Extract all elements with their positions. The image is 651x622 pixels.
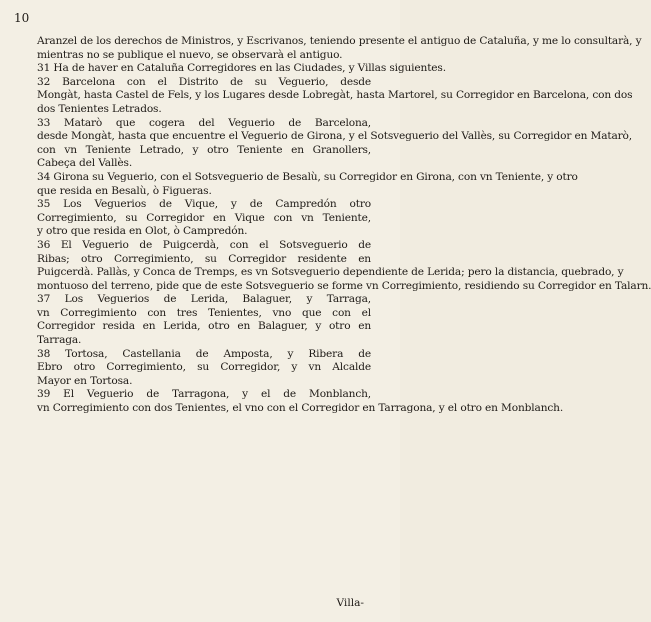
- text-line: Corregimiento, su Corregidor en Vique con vn Teniente,: [37, 211, 371, 224]
- text-line: Aranzel de los derechos de Ministros, y Escrivanos, teniendo presente el antiguo de Cataluña, y me lo consultarà, y: [37, 35, 642, 47]
- text-line: Cabeça del Vallès.: [37, 157, 133, 170]
- text-line: vn Corregimiento con dos Tenientes, el vno con el Corregidor en Tarragona, y el otro en Monblanch.: [37, 402, 564, 415]
- text-line: 33 Matarò que cogera del Veguerio de Barcelona,: [37, 116, 371, 129]
- text-line: 35 Los Veguerios de Vique, y de Campredón otro: [37, 198, 371, 211]
- body-text: [37, 35, 651, 416]
- text-line: con vn Teniente Letrado, y otro Teniente en Granollers,: [37, 143, 371, 156]
- text-line: 38 Tortosa, Castellania de Amposta, y Ribera de: [37, 347, 371, 360]
- text-line: y otro que resida en Olot, ò Campredón.: [37, 225, 248, 238]
- text-line: mientras no se publique el nuevo, se observarà el antiguo.: [37, 48, 343, 61]
- text-line: Ebro otro Corregimiento, su Corregidor, y vn Alcalde: [37, 361, 371, 374]
- text-line: 31 Ha de haver en Cataluña Corregidores en las Ciudades, y Villas siguientes.: [37, 62, 446, 75]
- text-line: 32 Barcelona con el Distrito de su Veguerio, desde: [37, 75, 371, 88]
- text-line: Corregidor resida en Lerida, otro en Balaguer, y otro en: [37, 320, 371, 333]
- catchword: Villa-: [336, 597, 364, 609]
- text-line: dos Tenientes Letrados.: [37, 102, 162, 115]
- text-line: vn Corregimiento con tres Tenientes, vno que con el: [37, 306, 371, 319]
- text-line: Mayor en Tortosa.: [37, 374, 133, 387]
- text-line: Tarraga.: [37, 334, 82, 347]
- text-line: Puigcerdà. Pallàs, y Conca de Tremps, es vn Sotsveguerio dependiente de Lerida; pero la distancia, quebrado, y: [37, 266, 624, 279]
- text-line: montuoso del terreno, pide que de este Sotsveguerio se forme vn Corregimiento, residiendo su Corregidor en Talarn.: [37, 279, 651, 292]
- text-line: 37 Los Veguerios de Lerida, Balaguer, y Tarraga,: [37, 293, 371, 306]
- text-line: 36 El Veguerio de Puigcerdà, con el Sotsveguerio de: [37, 238, 371, 251]
- text-line: 34 Girona su Veguerio, con el Sotsveguerio de Besalù, su Corregidor en Girona, con vn Teniente, y otro: [37, 170, 578, 183]
- text-line: 39 El Veguerio de Tarragona, y el de Monblanch,: [37, 388, 371, 401]
- text-line: desde Mongàt, hasta que encuentre el Veguerio de Girona, y el Sotsveguerio del Vallès, su Corregidor en Matarò,: [37, 130, 632, 143]
- text-line: Mongàt, hasta Castel de Fels, y los Lugares desde Lobregàt, hasta Martorel, su Corregidor en Barcelona, con dos: [37, 89, 633, 102]
- page-number: 10: [14, 11, 30, 25]
- text-line: Ribas; otro Corregimiento, su Corregidor residente en: [37, 252, 371, 265]
- text-line: que resida en Besalù, ò Figueras.: [37, 184, 212, 197]
